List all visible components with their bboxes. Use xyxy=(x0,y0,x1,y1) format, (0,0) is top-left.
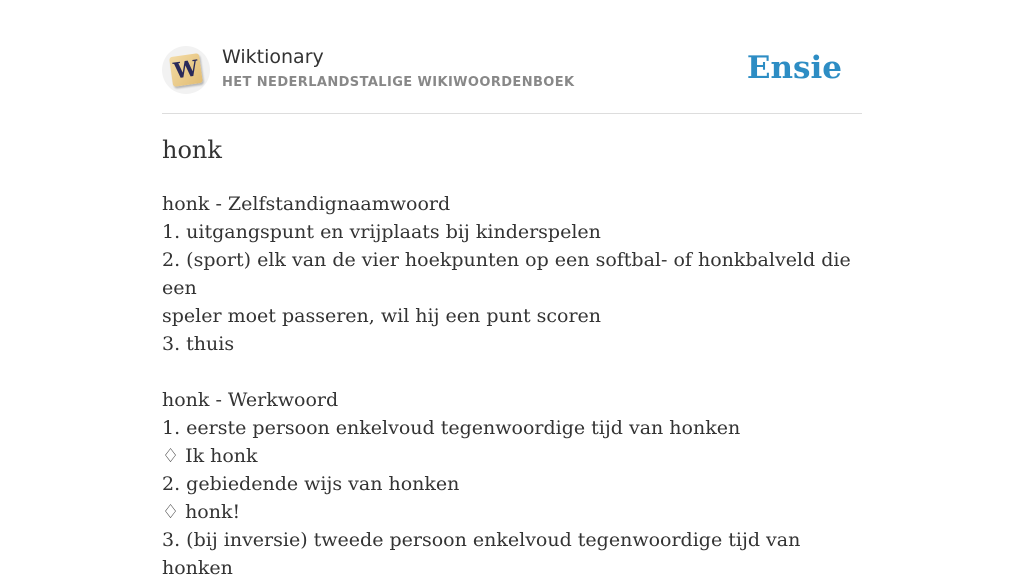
definition-line: 1. eerste persoon enkelvoud tegenwoordige tijd van honken xyxy=(162,417,741,439)
example-line: ♢ Ik honk xyxy=(162,445,258,467)
definition-line: speler moet passeren, wil hij een punt scoren xyxy=(162,305,602,327)
definition-body xyxy=(162,190,862,582)
site-header xyxy=(162,0,862,114)
example-line: ♢ honk! xyxy=(162,501,241,523)
wiktionary-logo[interactable] xyxy=(162,46,210,94)
logo-letter-tile: W xyxy=(169,53,203,87)
page-title: honk xyxy=(162,136,222,164)
definition-line: 2. gebiedende wijs van honken xyxy=(162,473,460,495)
page-container xyxy=(162,0,862,579)
section-heading-verb: honk - Werkwoord xyxy=(162,389,339,411)
ensie-brand-link[interactable]: Ensie xyxy=(746,50,842,86)
site-subtitle: HET NEDERLANDSTALIGE WIKIWOORDENBOEK xyxy=(222,75,575,90)
definition-line: 3. (bij inversie) tweede persoon enkelvoud tegenwoordige tijd van honken xyxy=(162,529,801,579)
section-heading-noun: honk - Zelfstandignaamwoord xyxy=(162,193,451,215)
definition-line: 3. thuis xyxy=(162,333,235,355)
definition-line: 2. (sport) elk van de vier hoekpunten op een softbal- of honkbalveld die een xyxy=(162,249,851,299)
site-title[interactable]: Wiktionary xyxy=(222,46,324,68)
definition-line: 1. uitgangspunt en vrijplaats bij kinderspelen xyxy=(162,221,601,243)
section-spacer xyxy=(162,358,862,386)
